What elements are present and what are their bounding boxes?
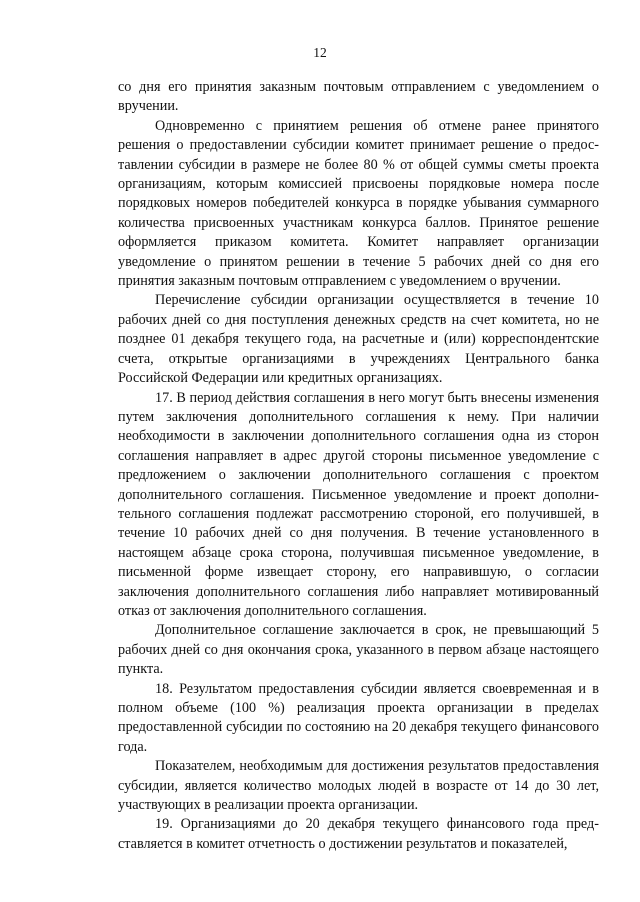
paragraph-additional-agreement: Дополнительное соглашение заключается в срок, не превышающий 5 рабочих дней со дня окончания срока, указанного в первом абзаце настоящего пункта. (118, 622, 599, 678)
document-body (118, 78, 599, 854)
paragraph-section-19: 19. Организациями до 20 декабря текущего финансового года представляется в комитет отчетность о достижении результатов и показателей, (118, 816, 599, 852)
page-number: 12 (313, 45, 327, 60)
paragraph-continuation: со дня его принятия заказным почтовым отправлением с уведомлением о вручении. (118, 79, 599, 115)
paragraph-indicator: Показателем, необходимым для достижения результатов предоставления субсидии, является количество молодых людей в возрасте от 14 до 30 лет, участвующих в реализации проекта организации. (118, 758, 599, 814)
paragraph-subsidy-cancellation: Одновременно с принятием решения об отмене ранее принятого решения о предоставлении субсидии комитет принимает решение о предоставлении субсидии в размере не более 80 % от общей суммы сметы проекта организациям, которым комиссией присвоены порядковые номера после порядковых номеров победителей конкурса в порядке убывания суммарного количества присвоенных участникам конкурса баллов. Принятое решение оформляется приказом комитета. Комитет направляет организации уведомление о принятом решении в течение 5 рабочих дней со дня его принятия заказным почтовым отправлением с уведомлением о вручении. (118, 117, 599, 290)
paragraph-section-17: 17. В период действия соглашения в него могут быть внесены изменения путем заключения дополнительного соглашения к нему. При наличии необходимости в заключении дополнительного соглашения одна из сторон соглашения направляет в адрес другой стороны письменное уведомление с предложением о заключении дополнительного соглашения с проектом дополнительного соглашения. Письменное уведомление и проект дополнительного соглашения подлежат рассмотрению стороной, его получившей, в течение 10 рабочих дней со дня получения. В течение установленного в настоящем абзаце срока сторона, получившая письменное уведомление, в письменной форме извещает сторону, его направившую, о согласии заключения дополнительного соглашения либо направляет мотивированный отказ от заключения дополнительного соглашения. (118, 389, 599, 619)
paragraph-subsidy-transfer: Перечисление субсидии организации осуществляется в течение 10 рабочих дней со дня поступления денежных средств на счет комитета, но не позднее 01 декабря текущего года, на расчетные и (или) корреспондентские счета, открытые организациями в учреждениях Центрального банка Российской Федерации или кредитных организациях. (118, 292, 599, 387)
paragraph-section-18: 18. Результатом предоставления субсидии является своевременная и в полном объеме (100 %) реализация проекта организации в пределах предоставленной субсидии по состоянию на 20 декабря текущего финансового года. (118, 680, 599, 755)
